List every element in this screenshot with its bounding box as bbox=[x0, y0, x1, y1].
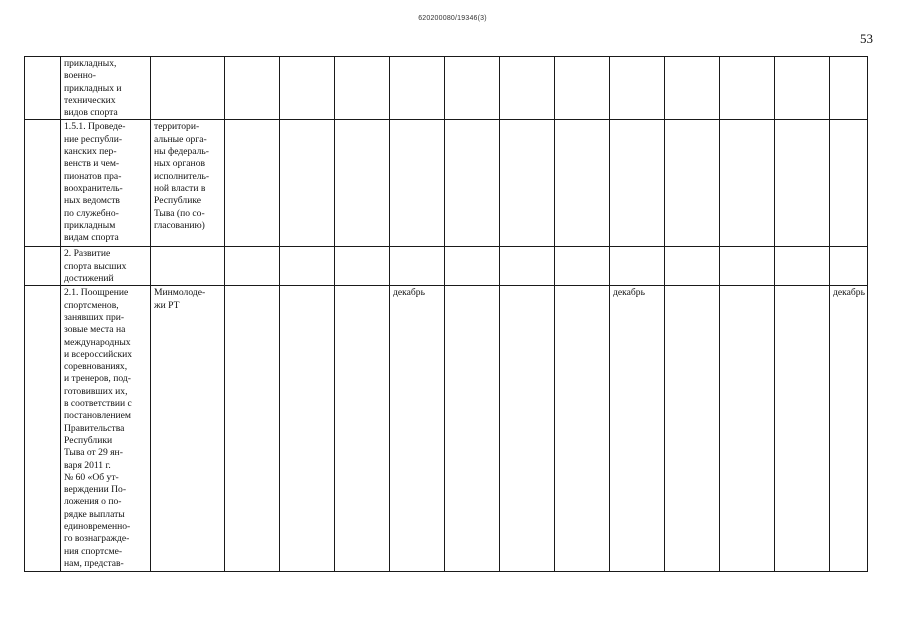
period-cell bbox=[830, 57, 868, 120]
period-cell bbox=[335, 57, 390, 120]
activity-text: прикладных, военно- прикладных и технических видов спорта bbox=[64, 58, 122, 119]
period-cell bbox=[390, 57, 445, 120]
period-cell bbox=[445, 247, 500, 286]
period-cell bbox=[280, 286, 335, 572]
period-cell bbox=[665, 120, 720, 247]
period-cell bbox=[445, 120, 500, 247]
period-cell bbox=[665, 57, 720, 120]
table-body bbox=[25, 57, 868, 572]
responsible-cell bbox=[151, 57, 225, 120]
activity-cell bbox=[61, 120, 151, 247]
period-cell bbox=[445, 286, 500, 572]
period-cell: декабрь bbox=[610, 286, 665, 572]
period-cell bbox=[775, 286, 830, 572]
period-cell bbox=[720, 120, 775, 247]
period-cell bbox=[445, 57, 500, 120]
table-row bbox=[25, 286, 868, 572]
period-cell bbox=[280, 120, 335, 247]
period-cell bbox=[500, 57, 555, 120]
period-cell bbox=[555, 120, 610, 247]
responsible-cell bbox=[151, 120, 225, 247]
period-cell bbox=[775, 120, 830, 247]
period-cell bbox=[225, 120, 280, 247]
number-cell bbox=[25, 57, 61, 120]
period-cell bbox=[830, 120, 868, 247]
period-cell bbox=[500, 247, 555, 286]
document-id: 620200080/19346(3) bbox=[418, 15, 487, 22]
period-cell bbox=[280, 57, 335, 120]
activity-text: 2. Развитие спорта высших достижений bbox=[64, 248, 127, 285]
period-cell: декабрь bbox=[390, 286, 445, 572]
responsible-cell bbox=[151, 286, 225, 572]
period-cell bbox=[390, 120, 445, 247]
period-cell bbox=[555, 57, 610, 120]
period-cell bbox=[335, 247, 390, 286]
activity-text: 1.5.1. Проведе- ние республи- канских пер- венств и чем- пионатов пра- воохранитель- ных ведомств по служебно- прикладным видам спорта bbox=[64, 121, 126, 244]
responsible-text: Минмолоде- жи РТ bbox=[154, 287, 206, 311]
responsible-text: территори- альные орга- ны федераль- ных органов исполнитель- ной власти в Республике Тыва (по со- гласованию) bbox=[154, 121, 210, 231]
table-row bbox=[25, 57, 868, 120]
period-cell bbox=[555, 286, 610, 572]
period-cell bbox=[225, 247, 280, 286]
period-cell bbox=[500, 286, 555, 572]
activity-cell bbox=[61, 286, 151, 572]
period-cell: декабрь bbox=[830, 286, 868, 572]
period-cell bbox=[665, 286, 720, 572]
number-cell bbox=[25, 286, 61, 572]
period-cell bbox=[775, 247, 830, 286]
period-cell bbox=[610, 57, 665, 120]
schedule-table bbox=[24, 56, 868, 572]
number-cell bbox=[25, 247, 61, 286]
responsible-cell bbox=[151, 247, 225, 286]
period-cell bbox=[555, 247, 610, 286]
period-cell bbox=[720, 286, 775, 572]
table-row bbox=[25, 120, 868, 247]
activity-text: 2.1. Поощрение спортсменов, занявших при- зовые места на международных и всероссийских соревнованиях, и тренеров, под- готовивших их, в соответствии с постановлением Правительства Республики Тыва от 29 ян- варя 2011 г. № 60 «Об ут- верждении По- ложения о по- рядке выплаты единовременно- го вознагражде- ния спортсме- нам, представ- bbox=[64, 287, 133, 569]
activity-cell bbox=[61, 57, 151, 120]
period-cell bbox=[830, 247, 868, 286]
period-cell bbox=[335, 286, 390, 572]
period-cell bbox=[390, 247, 445, 286]
period-cell bbox=[500, 120, 555, 247]
table-row bbox=[25, 247, 868, 286]
period-cell bbox=[225, 286, 280, 572]
period-cell bbox=[720, 57, 775, 120]
period-cell bbox=[610, 120, 665, 247]
activity-cell bbox=[61, 247, 151, 286]
period-cell bbox=[335, 120, 390, 247]
period-cell bbox=[610, 247, 665, 286]
period-cell bbox=[665, 247, 720, 286]
period-cell bbox=[775, 57, 830, 120]
page-number: 53 bbox=[860, 31, 873, 46]
period-cell bbox=[225, 57, 280, 120]
period-cell bbox=[280, 247, 335, 286]
number-cell bbox=[25, 120, 61, 247]
period-cell bbox=[720, 247, 775, 286]
